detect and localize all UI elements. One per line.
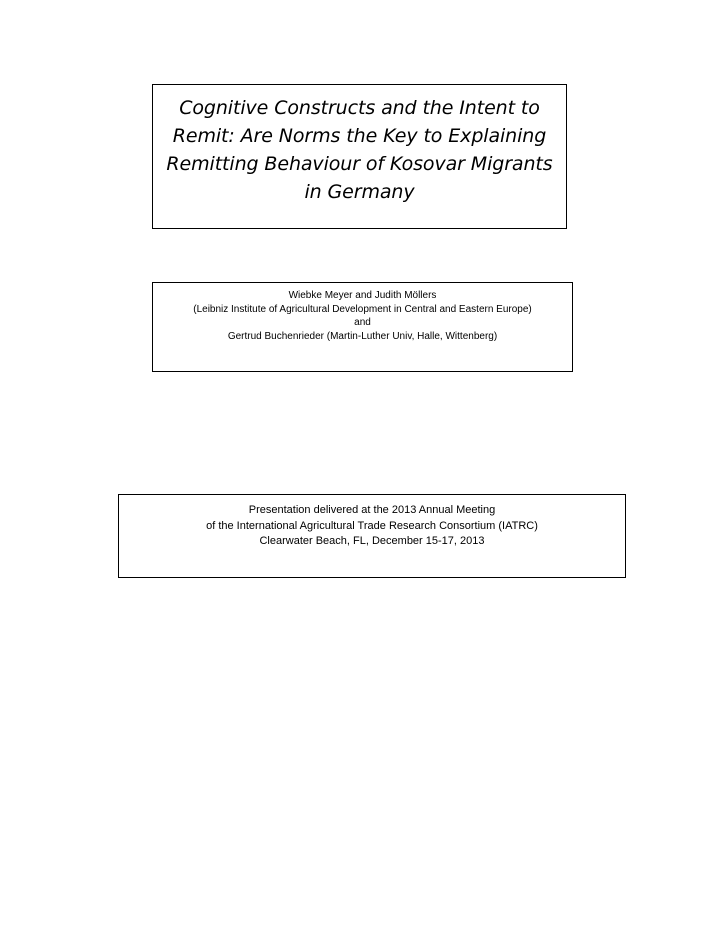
title-line-4: in Germany	[304, 181, 415, 203]
authors-affiliation-1: (Leibniz Institute of Agricultural Development in Central and Eastern Europe)	[193, 303, 532, 315]
presentation-line-1: Presentation delivered at the 2013 Annual Meeting	[248, 504, 496, 516]
title-line-2: Remit: Are Norms the Key to Explaining	[172, 125, 547, 147]
authors-and: and	[354, 317, 371, 328]
presentation-box	[118, 494, 626, 578]
title-line-1: Cognitive Constructs and the Intent to	[179, 97, 540, 119]
presentation-line-2: of the International Agricultural Trade Research Consortium (IATRC)	[206, 519, 538, 532]
authors-box	[152, 282, 573, 372]
authors-names: Wiebke Meyer and Judith Möllers	[288, 290, 437, 301]
presentation-line-3: Clearwater Beach, FL, December 15-17, 2013	[259, 535, 485, 547]
authors-affiliation-2: Gertrud Buchenrieder (Martin-Luther Univ, Halle, Wittenberg)	[227, 330, 498, 342]
title-box	[152, 84, 567, 229]
title-line-3: Remitting Behaviour of Kosovar Migrants	[166, 153, 553, 175]
